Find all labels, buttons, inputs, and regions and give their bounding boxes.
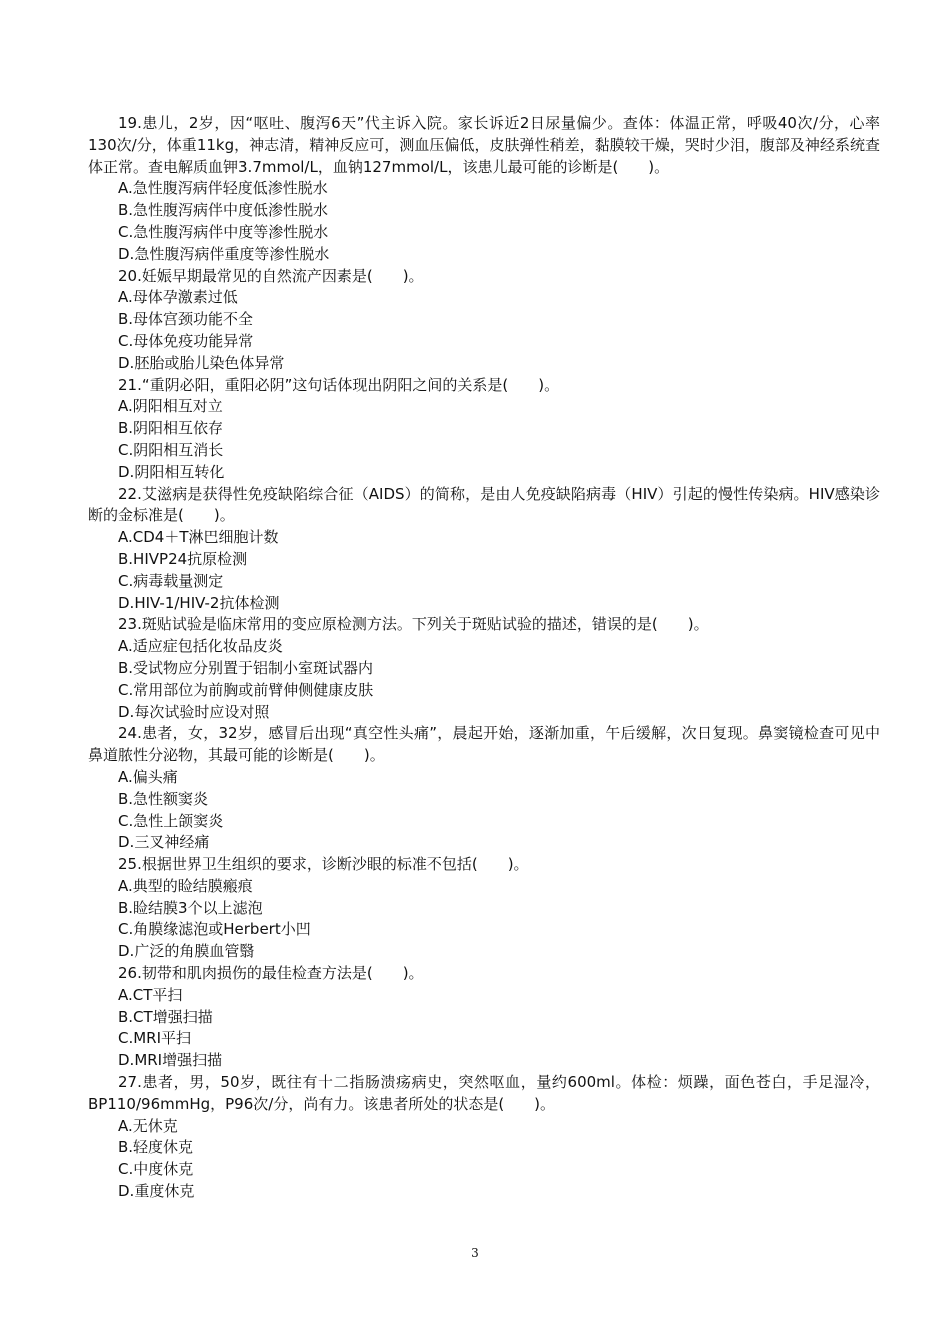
question-19 bbox=[88, 113, 880, 266]
option-c: C.急性上颌窦炎 bbox=[118, 811, 224, 830]
option-c: C.常用部位为前胸或前臂伸侧健康皮肤 bbox=[118, 680, 374, 699]
option-a: A.急性腹泻病伴轻度低渗性脱水 bbox=[118, 179, 328, 198]
option-b: B.受试物应分别置于铝制小室斑试器内 bbox=[118, 658, 374, 677]
option-b: B.急性腹泻病伴中度低渗性脱水 bbox=[118, 201, 329, 220]
option-a: A.典型的睑结膜瘢痕 bbox=[118, 876, 253, 895]
option-a: A.偏头痛 bbox=[118, 767, 178, 786]
option-c: C.MRI平扫 bbox=[118, 1029, 192, 1048]
option-d: D.HIV-1/HIV-2抗体检测 bbox=[118, 593, 280, 612]
question-stem: 23.斑贴试验是临床常用的变应原检测方法。下列关于斑贴试验的描述，错误的是( )。 bbox=[118, 615, 709, 634]
question-stem: 27.患者，男，50岁，既往有十二指肠溃疡病史，突然呕血，量约600ml。体检：烦躁，面色苍白，手足湿冷，BP110/96mmHg，P96次/分，尚有力。该患者所处的状态是( )。 bbox=[88, 1073, 880, 1113]
option-b: B.母体宫颈功能不全 bbox=[118, 310, 254, 329]
option-a: A.无休克 bbox=[118, 1116, 178, 1135]
option-b: B.阴阳相互依存 bbox=[118, 419, 224, 438]
option-d: D.MRI增强扫描 bbox=[118, 1051, 223, 1070]
question-list bbox=[88, 113, 880, 1203]
option-b: B.HIVP24抗原检测 bbox=[118, 549, 248, 568]
option-a: A.CD4＋T淋巴细胞计数 bbox=[118, 528, 279, 547]
question-stem: 22.艾滋病是获得性免疫缺陷综合征（AIDS）的简称，是由人免疫缺陷病毒（HIV）引起的慢性传染病。HIV感染诊断的金标准是( )。 bbox=[88, 484, 880, 525]
option-a: A.阴阳相互对立 bbox=[118, 397, 223, 416]
question-stem: 19.患儿，2岁，因“呕吐、腹泻6天”代主诉入院。家长诉近2日尿量偏少。查体：体温正常，呼吸40次/分，心率130次/分，体重11kg，神志清，精神反应可，测血压偏低，皮肤弹性稍差，黏膜较干燥，哭时少泪，腹部及神经系统查体正常。查电解质血钾3.7mmol/L，血钠127mmol/L，该患儿最可能的诊断是( )。 bbox=[88, 114, 880, 176]
question-22 bbox=[88, 484, 880, 615]
question-26 bbox=[88, 963, 880, 1072]
option-c: C.母体免疫功能异常 bbox=[118, 331, 254, 350]
option-a: A.适应症包括化妆品皮炎 bbox=[118, 637, 283, 656]
question-23 bbox=[88, 614, 880, 723]
option-b: B.轻度休克 bbox=[118, 1138, 194, 1157]
option-b: B.CT增强扫描 bbox=[118, 1007, 213, 1026]
option-c: C.角膜缘滤泡或Herbert小凹 bbox=[118, 920, 311, 939]
page-number: 3 bbox=[471, 1246, 479, 1260]
option-d: D.急性腹泻病伴重度等渗性脱水 bbox=[118, 244, 330, 263]
option-c: C.中度休克 bbox=[118, 1160, 194, 1179]
option-b: B.急性额窦炎 bbox=[118, 789, 209, 808]
question-21 bbox=[88, 375, 880, 484]
question-stem: 21.“重阴必阳，重阳必阴”这句话体现出阴阳之间的关系是( )。 bbox=[118, 375, 560, 394]
option-b: B.睑结膜3个以上滤泡 bbox=[118, 898, 263, 917]
option-d: D.广泛的角膜血管翳 bbox=[118, 942, 255, 961]
question-stem: 25.根据世界卫生组织的要求，诊断沙眼的标准不包括( )。 bbox=[118, 855, 529, 874]
question-27 bbox=[88, 1072, 880, 1203]
question-stem: 20.妊娠早期最常见的自然流产因素是( )。 bbox=[118, 266, 424, 285]
option-c: C.病毒载量测定 bbox=[118, 571, 224, 590]
option-d: D.重度休克 bbox=[118, 1182, 195, 1201]
option-c: C.阴阳相互消长 bbox=[118, 440, 224, 459]
question-stem: 26.韧带和肌肉损伤的最佳检查方法是( )。 bbox=[118, 964, 424, 983]
option-d: D.每次试验时应设对照 bbox=[118, 702, 270, 721]
option-d: D.三叉神经痛 bbox=[118, 833, 210, 852]
question-stem: 24.患者，女，32岁，感冒后出现“真空性头痛”，晨起开始，逐渐加重，午后缓解，次日复现。鼻窦镜检查可见中鼻道脓性分泌物，其最可能的诊断是( )。 bbox=[88, 724, 880, 765]
question-24 bbox=[88, 723, 880, 854]
option-a: A.母体孕激素过低 bbox=[118, 288, 238, 307]
option-d: D.胚胎或胎儿染色体异常 bbox=[118, 353, 285, 372]
option-d: D.阴阳相互转化 bbox=[118, 462, 225, 481]
option-c: C.急性腹泻病伴中度等渗性脱水 bbox=[118, 222, 329, 241]
option-a: A.CT平扫 bbox=[118, 985, 183, 1004]
question-25 bbox=[88, 854, 880, 963]
question-20 bbox=[88, 266, 880, 375]
